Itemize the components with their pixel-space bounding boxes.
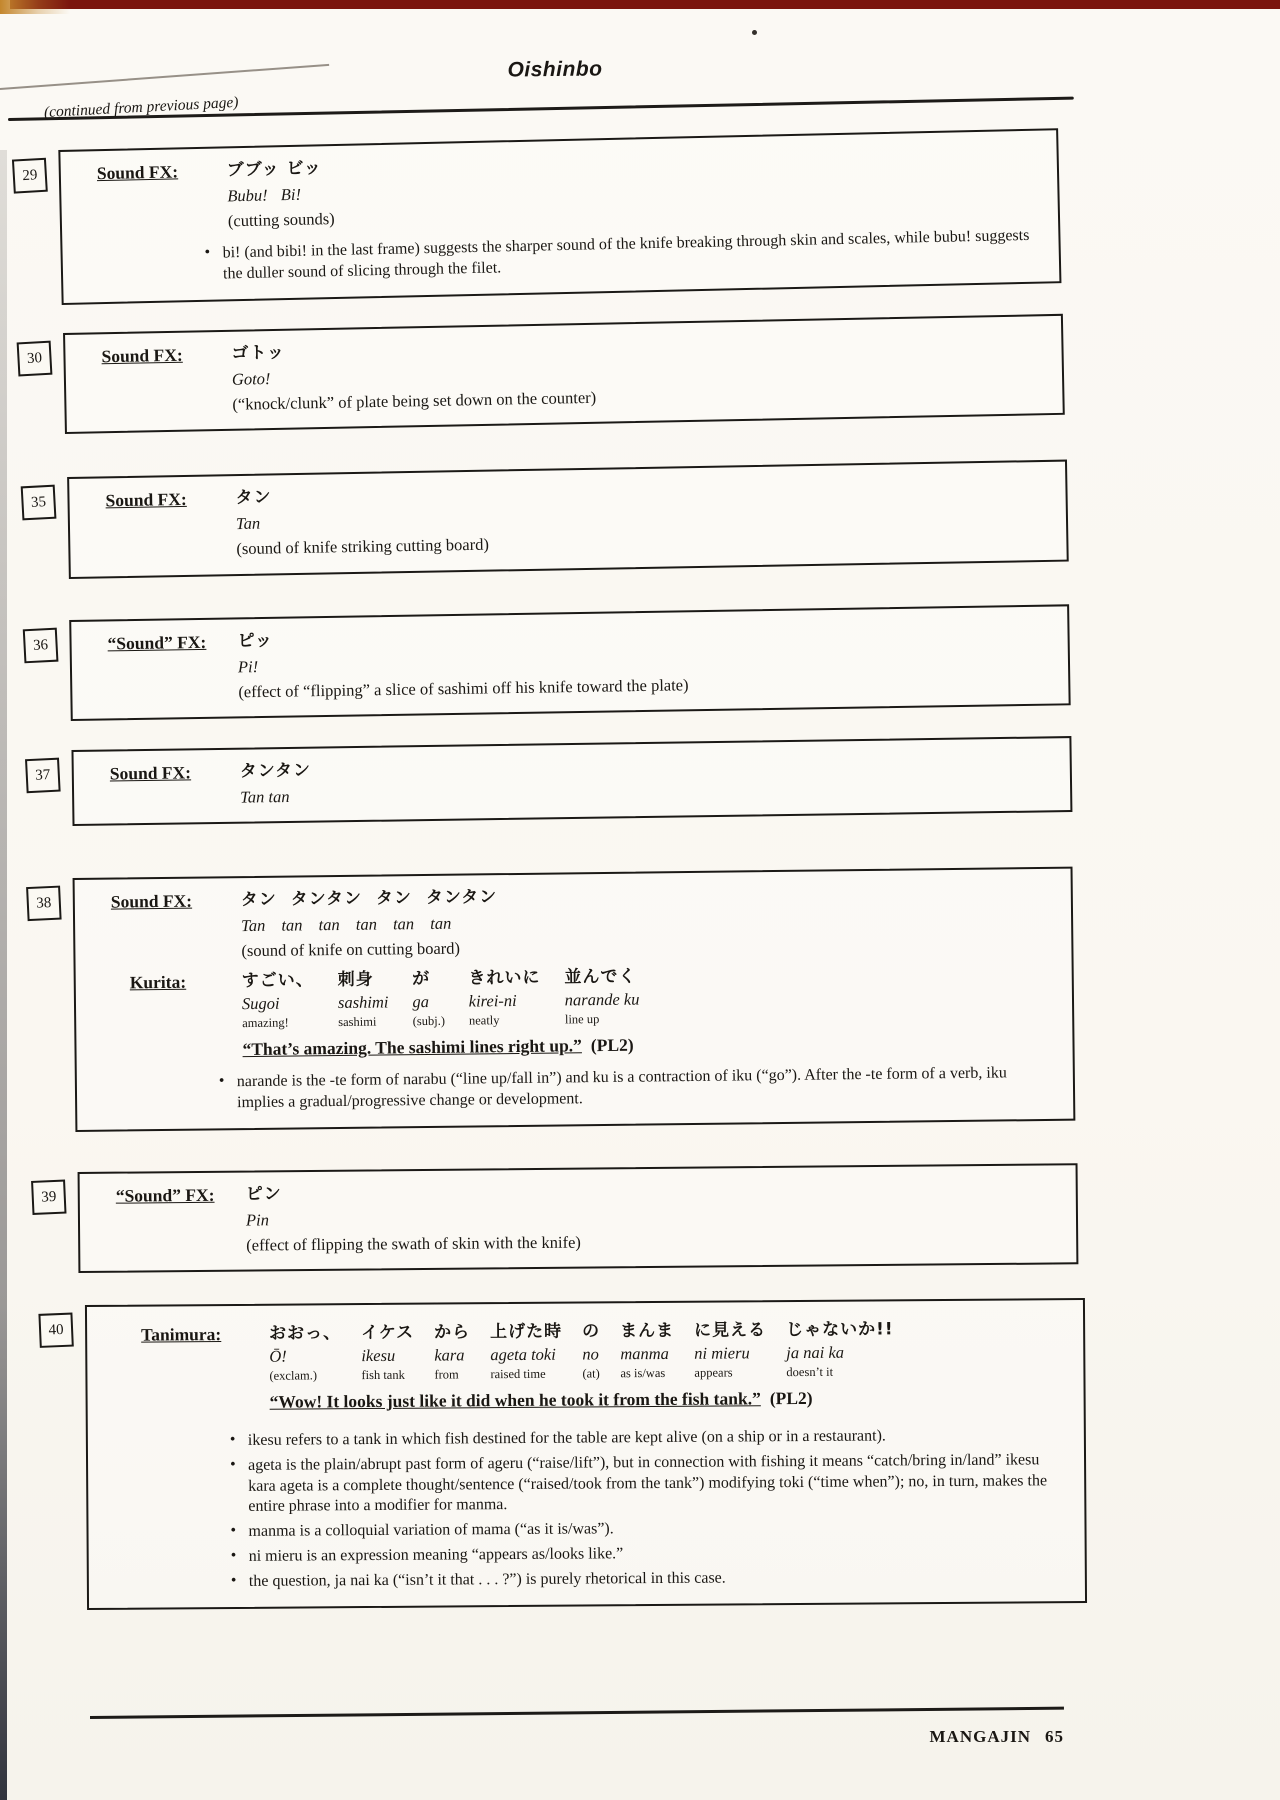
entry-box bbox=[69, 604, 1070, 721]
word-romaji: ikesu bbox=[361, 1345, 396, 1366]
entry-number-badge bbox=[17, 341, 53, 377]
interlinear-word bbox=[620, 1319, 674, 1382]
footer-brand: MANGAJIN bbox=[929, 1727, 1031, 1746]
left-edge-shadow bbox=[0, 150, 7, 1800]
note-item: • ni mieru is an expression meaning “appears as/looks like.” bbox=[229, 1541, 1059, 1568]
speaker-label: Tanimura: bbox=[141, 1324, 222, 1345]
fx-label: “Sound” FX: bbox=[107, 631, 207, 654]
interlinear-word bbox=[338, 967, 389, 1031]
interlinear-word bbox=[361, 1321, 414, 1384]
note-item: • ageta is the plain/abrupt past form of ageru (“raise/lift”), but in connection with fishing it means “catch/bring in/land” ikesu kara ageta is a complete thought/sentence (“raised/took from the tank”) modifying toki (“time when”); no, in turn, makes the entire phrase into a modifier for manma. bbox=[228, 1450, 1058, 1518]
fx-entry-35 bbox=[30, 460, 1069, 579]
entry-number-badge bbox=[21, 485, 57, 521]
fx-entry-38 bbox=[35, 867, 1076, 1132]
entry-number: 40 bbox=[48, 1321, 64, 1339]
fx-romaji: Bubu! Bi! bbox=[227, 184, 302, 206]
word-romaji: Sugoi bbox=[241, 993, 280, 1014]
word-gloss: (exclam.) bbox=[269, 1368, 318, 1383]
word-romaji: kirei-ni bbox=[468, 990, 517, 1011]
note-item: • manma is a colloquial variation of mama (“as it is/was”). bbox=[228, 1516, 1058, 1543]
fx-entry-29 bbox=[21, 128, 1061, 304]
fx-label: Sound FX: bbox=[96, 161, 179, 184]
speaker-label: Kurita: bbox=[129, 971, 187, 993]
entry-number: 35 bbox=[30, 493, 47, 511]
word-romaji: sashimi bbox=[337, 992, 389, 1013]
fx-label: “Sound” FX: bbox=[115, 1184, 215, 1206]
interlinear-word bbox=[434, 1320, 470, 1383]
interlinear-word bbox=[269, 1321, 341, 1385]
word-japanese: 並んでく bbox=[564, 966, 637, 988]
speaker-line bbox=[130, 960, 1047, 1063]
page-footer bbox=[90, 1716, 1064, 1747]
word-japanese: おおっ、 bbox=[269, 1323, 342, 1344]
word-romaji: ga bbox=[412, 991, 430, 1012]
word-romaji: ni mieru bbox=[694, 1343, 750, 1363]
fx-romaji: Tan bbox=[235, 513, 261, 534]
fx-japanese: ブブッ ビッ bbox=[226, 158, 323, 181]
entry-box bbox=[63, 314, 1065, 434]
word-gloss: (subj.) bbox=[412, 1013, 446, 1029]
fx-description: (“knock/clunk” of plate being set down on the counter) bbox=[232, 387, 597, 414]
fx-japanese: タンタン bbox=[239, 760, 312, 782]
fx-entry-40 bbox=[48, 1298, 1087, 1610]
entry-number: 37 bbox=[34, 766, 51, 784]
entry-number-badge bbox=[23, 628, 59, 664]
corner-smudge bbox=[0, 0, 70, 14]
interlinear-gloss bbox=[242, 965, 640, 1033]
entry-number: 36 bbox=[32, 636, 49, 654]
footer-rule bbox=[90, 1707, 1064, 1719]
word-japanese: きれいに bbox=[468, 967, 541, 989]
top-scan-bar bbox=[10, 0, 1280, 9]
fx-entry-36 bbox=[32, 604, 1070, 721]
entry-number-badge bbox=[26, 886, 62, 922]
fx-description: (sound of knife striking cutting board) bbox=[236, 534, 490, 559]
note-item: • bi! (and bibi! in the last frame) suggests the sharper sound of the knife breaking through skin and scales, while bubu! suggests the duller sound of slicing through the filet. bbox=[202, 226, 1033, 286]
footer-page-number: 65 bbox=[1045, 1727, 1064, 1746]
entry-box bbox=[78, 1163, 1079, 1273]
word-japanese: まんま bbox=[620, 1320, 675, 1342]
interlinear-word bbox=[242, 968, 315, 1032]
word-japanese: が bbox=[412, 968, 431, 990]
word-japanese: イケス bbox=[361, 1322, 415, 1344]
word-gloss: as is/was bbox=[620, 1365, 666, 1381]
entry-number: 30 bbox=[26, 349, 43, 367]
fx-description: (effect of flipping the swath of skin with the knife) bbox=[246, 1232, 581, 1255]
note-item: • ikesu refers to a tank in which fish destined for the table are kept alive (on a ship or in a restaurant). bbox=[228, 1425, 1058, 1452]
word-gloss: doesn’t it bbox=[786, 1364, 834, 1380]
word-gloss: line up bbox=[564, 1012, 600, 1027]
fx-japanese: タン bbox=[235, 487, 272, 509]
interlinear-word bbox=[786, 1317, 894, 1381]
word-romaji: narande ku bbox=[564, 989, 640, 1010]
word-gloss: neatly bbox=[468, 1013, 500, 1028]
politeness-level: (PL2) bbox=[590, 1034, 634, 1056]
entry-number-badge bbox=[25, 758, 61, 794]
translation-line: “Wow! It looks just like it did when he took it from the fish tank.” bbox=[269, 1388, 761, 1412]
word-japanese: じゃないか!! bbox=[786, 1319, 894, 1341]
word-gloss: amazing! bbox=[242, 1015, 289, 1031]
word-romaji: kara bbox=[434, 1345, 465, 1365]
translation-line: “That’s amazing. The sashimi lines right up.” bbox=[242, 1035, 582, 1060]
interlinear-word bbox=[564, 965, 639, 1029]
word-gloss: (at) bbox=[582, 1366, 600, 1381]
entry-number: 38 bbox=[35, 894, 52, 912]
word-romaji: ja nai ka bbox=[786, 1342, 845, 1363]
word-gloss: fish tank bbox=[361, 1367, 405, 1383]
interlinear-word bbox=[468, 966, 541, 1030]
note-item: • narande is the -te form of narabu (“line up/fall in”) and ku is a contraction of iku (“go”). After the -te form of a verb, iku implies a gradual/progressive change or development. bbox=[217, 1063, 1047, 1114]
fx-romaji: Tan tan tan tan tan tan bbox=[241, 913, 452, 936]
page-title: Oishinbo bbox=[507, 57, 603, 82]
fx-romaji: Pi! bbox=[237, 657, 259, 677]
scan-dot bbox=[752, 30, 757, 35]
word-romaji: Ō! bbox=[269, 1346, 287, 1366]
fx-entry-37 bbox=[34, 736, 1072, 826]
interlinear-word bbox=[490, 1320, 562, 1384]
entry-box bbox=[71, 736, 1072, 826]
interlinear-word bbox=[694, 1318, 766, 1382]
entry-box bbox=[85, 1298, 1087, 1610]
entry-number-badge bbox=[38, 1313, 73, 1348]
fx-japanese: タン タンタン タン タンタン bbox=[240, 887, 498, 911]
word-gloss: appears bbox=[694, 1365, 733, 1380]
entry-number: 39 bbox=[40, 1188, 57, 1206]
word-japanese: から bbox=[434, 1322, 471, 1343]
word-gloss: from bbox=[434, 1367, 459, 1382]
word-romaji: manma bbox=[620, 1343, 669, 1364]
speaker-line bbox=[141, 1316, 1058, 1415]
word-japanese: に見える bbox=[694, 1320, 767, 1341]
note-item: • the question, ja nai ka (“isn’t it that . . . ?”) is purely rhetorical in this case. bbox=[229, 1566, 1059, 1593]
fx-description: (sound of knife on cutting board) bbox=[241, 938, 461, 961]
word-japanese: 上げた時 bbox=[490, 1321, 563, 1343]
fx-description: (cutting sounds) bbox=[227, 209, 335, 231]
interlinear-word bbox=[582, 1319, 600, 1382]
fx-romaji: Tan tan bbox=[240, 786, 290, 807]
entry-number: 29 bbox=[21, 166, 38, 184]
fx-entry-30 bbox=[26, 314, 1065, 434]
fx-label: Sound FX: bbox=[109, 762, 192, 784]
word-romaji: ageta toki bbox=[490, 1344, 556, 1365]
fx-label: Sound FX: bbox=[101, 344, 183, 367]
interlinear-gloss bbox=[269, 1317, 894, 1384]
fx-entry-39 bbox=[40, 1163, 1079, 1273]
word-japanese: すごい、 bbox=[241, 970, 314, 992]
entry-box bbox=[58, 128, 1061, 304]
entry-box bbox=[73, 867, 1076, 1132]
word-gloss: sashimi bbox=[338, 1014, 377, 1030]
entry-box bbox=[67, 460, 1069, 579]
fx-label: Sound FX: bbox=[110, 890, 193, 912]
entry-number-badge bbox=[12, 158, 48, 194]
fx-japanese: ピン bbox=[245, 1184, 282, 1205]
word-romaji: no bbox=[582, 1344, 599, 1364]
fx-japanese: ピッ bbox=[237, 630, 274, 652]
fx-label: Sound FX: bbox=[105, 488, 187, 511]
continued-note: (continued from previous page) bbox=[43, 93, 239, 121]
fx-romaji: Pin bbox=[245, 1210, 269, 1230]
fx-description: (effect of “flipping” a slice of sashimi off his knife toward the plate) bbox=[238, 675, 689, 702]
entry-number-badge bbox=[31, 1180, 66, 1215]
interlinear-word bbox=[412, 967, 445, 1030]
politeness-level: (PL2) bbox=[769, 1387, 813, 1409]
fx-japanese: ゴトッ bbox=[231, 342, 286, 364]
fx-romaji: Goto! bbox=[231, 369, 271, 389]
word-japanese: の bbox=[582, 1321, 601, 1342]
word-gloss: raised time bbox=[490, 1366, 546, 1382]
word-japanese: 刺身 bbox=[337, 969, 374, 991]
